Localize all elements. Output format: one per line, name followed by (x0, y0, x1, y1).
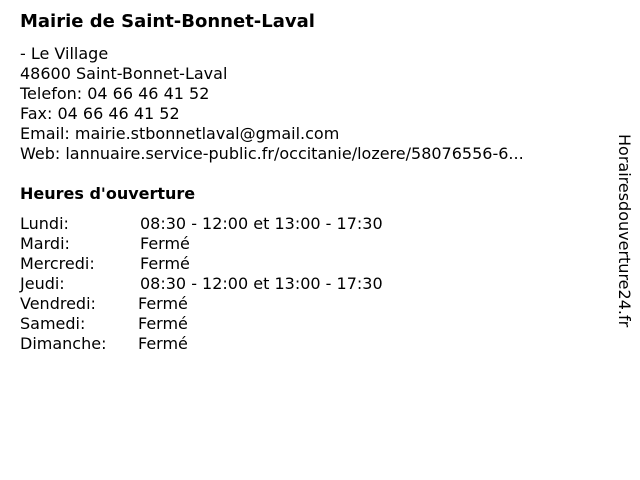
email-line: Email: mairie.stbonnetlaval@gmail.com (20, 124, 340, 143)
site-watermark: Horairesdouverture24.fr (615, 134, 634, 328)
phone-line: Telefon: 04 66 46 41 52 (20, 84, 210, 103)
day-label: Vendredi: (20, 294, 96, 313)
contact-block (20, 44, 524, 164)
hours-row-wednesday (20, 254, 440, 274)
hours-row-saturday (20, 314, 440, 334)
day-label: Jeudi: (20, 274, 65, 293)
day-hours: Fermé (138, 314, 188, 333)
hours-row-tuesday (20, 234, 440, 254)
day-label: Dimanche: (20, 334, 107, 353)
day-hours: Fermé (138, 294, 188, 313)
day-label: Mardi: (20, 234, 70, 253)
page-title: Mairie de Saint-Bonnet-Laval (20, 11, 315, 32)
day-label: Lundi: (20, 214, 69, 233)
hours-row-monday (20, 214, 440, 234)
address-line-1: - Le Village (20, 44, 109, 63)
hours-heading: Heures d'ouverture (20, 184, 196, 203)
hours-table (20, 214, 440, 354)
day-hours: Fermé (140, 254, 190, 273)
fax-line: Fax: 04 66 46 41 52 (20, 104, 180, 123)
day-hours: 08:30 - 12:00 et 13:00 - 17:30 (140, 214, 383, 233)
day-label: Samedi: (20, 314, 86, 333)
day-label: Mercredi: (20, 254, 95, 273)
day-hours: Fermé (140, 234, 190, 253)
hours-row-sunday (20, 334, 440, 354)
day-hours: 08:30 - 12:00 et 13:00 - 17:30 (140, 274, 383, 293)
day-hours: Fermé (138, 334, 188, 353)
hours-row-thursday (20, 274, 440, 294)
address-line-2: 48600 Saint-Bonnet-Laval (20, 64, 228, 83)
hours-row-friday (20, 294, 440, 314)
web-line: Web: lannuaire.service-public.fr/occitanie/lozere/58076556-6... (20, 144, 524, 163)
